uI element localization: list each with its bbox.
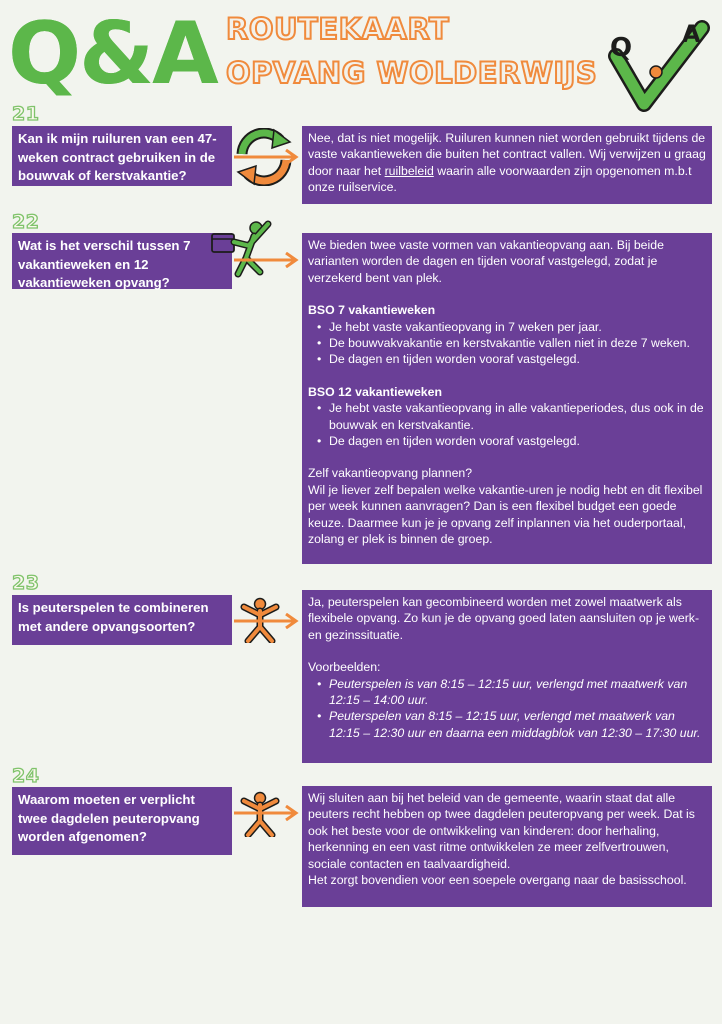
question-number: 21 [12,103,40,125]
list-item: • Peuterspelen is van 8:15 – 12:15 uur, verlengd met maatwerk van 12:15 – 14:00 uur. [308,676,706,709]
logo-letter-a: A [682,20,701,48]
examples-list [308,676,706,742]
answer-box [302,786,712,907]
section-title: BSO 7 vakantieweken [308,303,436,318]
list-item: • Je hebt vaste vakantieopvang in alle vakantieperiodes, dus ook in de bouwvak en kerstvakantie. [308,400,706,433]
answer-intro: Ja, peuterspelen kan gecombineerd worden met zowel maatwerk als flexibele opvang. Zo kun je de opvang goed laten aansluiten op je werk- en gezinssituatie. [308,595,700,642]
figure-with-calendar-icon [210,218,274,278]
list-item: • Je hebt vaste vakantieopvang in 7 weken per jaar. [308,319,706,335]
qa-logo-text: Q&A [8,4,217,104]
ruilbeleid-link[interactable]: ruilbeleid [384,163,434,178]
question-text: Wat is het verschil tussen 7 vakantieweken en 12 vakantieweken opvang? [18,238,191,290]
section-title: BSO 12 vakantieweken [308,384,442,399]
answer-box [302,126,712,204]
question-number: 22 [12,211,40,233]
extra-text: Wil je liever zelf bepalen welke vakantie-uren je nodig hebt en dit flexibel per week kunnen aanvragen? Dan is een flexibel budget een goede keuze. Daarmee kun je je opvang zelf inplannen via het ouderportaal, zolang er plek is binnen de groep. [308,482,703,547]
answer-box [302,590,712,763]
list-item: • De dagen en tijden worden vooraf vastgelegd. [308,351,706,367]
page-header [0,0,722,120]
arrow-icon [234,805,302,821]
page-title-line-2: OPVANG WOLDERWIJS [226,56,598,90]
list-item: • De dagen en tijden worden vooraf vastgelegd. [308,433,706,449]
question-box [12,595,232,645]
qa-check-logo-icon [604,16,712,120]
question-box [12,126,232,186]
arrow-icon [234,613,302,629]
question-box [12,787,232,855]
answer-text: Wij sluiten aan bij het beleid van de gemeente, waarin staat dat alle peuters recht hebben op twee dagdelen peuteropvang per week. Dat is ook het beste voor de ontwikkeling van kinderen: door herhaling, herkenning en een vast ritme ontwikkelen ze meer zelfvertrouwen, sociale contacten en taalvaardigheid. [308,791,695,871]
question-box [12,233,232,289]
question-number: 24 [12,765,40,787]
page-title-line-1: ROUTEKAART [226,12,450,46]
arrow-icon [234,149,302,165]
list-item: • Peuterspelen van 8:15 – 12:15 uur, verlengd met maatwerk van 12:15 – 12:30 uur en daarna een middagblok van 12:30 – 17:30 uur. [308,708,706,741]
question-text: Kan ik mijn ruiluren van een 47-weken contract gebruiken in de bouwvak of kerstvakantie? [18,131,217,183]
bullet-list [308,319,706,368]
question-text: Waarom moeten er verplicht twee dagdelen peuteropvang worden afgenomen? [18,792,200,844]
answer-text: Nee, dat is niet mogelijk. Ruiluren kunnen niet worden gebruikt tijdens de vaste vakantieweken die buiten het contract vallen. Wij verwijzen u graag door naar het ruilbeleid waarin alle voorwaarden zijn opgenomen m.b.t onze ruilservice. [308,131,706,195]
list-item: • De bouwvakvakantie en kerstvakantie vallen niet in deze 7 weken. [308,335,706,351]
answer-intro: We bieden twee vaste vormen van vakantieopvang aan. Bij beide varianten worden de dagen en tijden vooraf vastgelegd, zodat je verzekerd bent van plek. [308,238,664,285]
arrow-icon [234,252,302,268]
bullet-list [308,400,706,449]
answer-box [302,233,712,564]
extra-title: Zelf vakantieopvang plannen? [308,466,473,481]
answer-text-2: Het zorgt bovendien voor een soepele overgang naar de basisschool. [308,873,687,888]
examples-title: Voorbeelden: [308,660,381,675]
question-text: Is peuterspelen te combineren met andere opvangsoorten? [18,600,209,634]
question-number: 23 [12,572,40,594]
logo-letter-q: Q [610,33,633,63]
